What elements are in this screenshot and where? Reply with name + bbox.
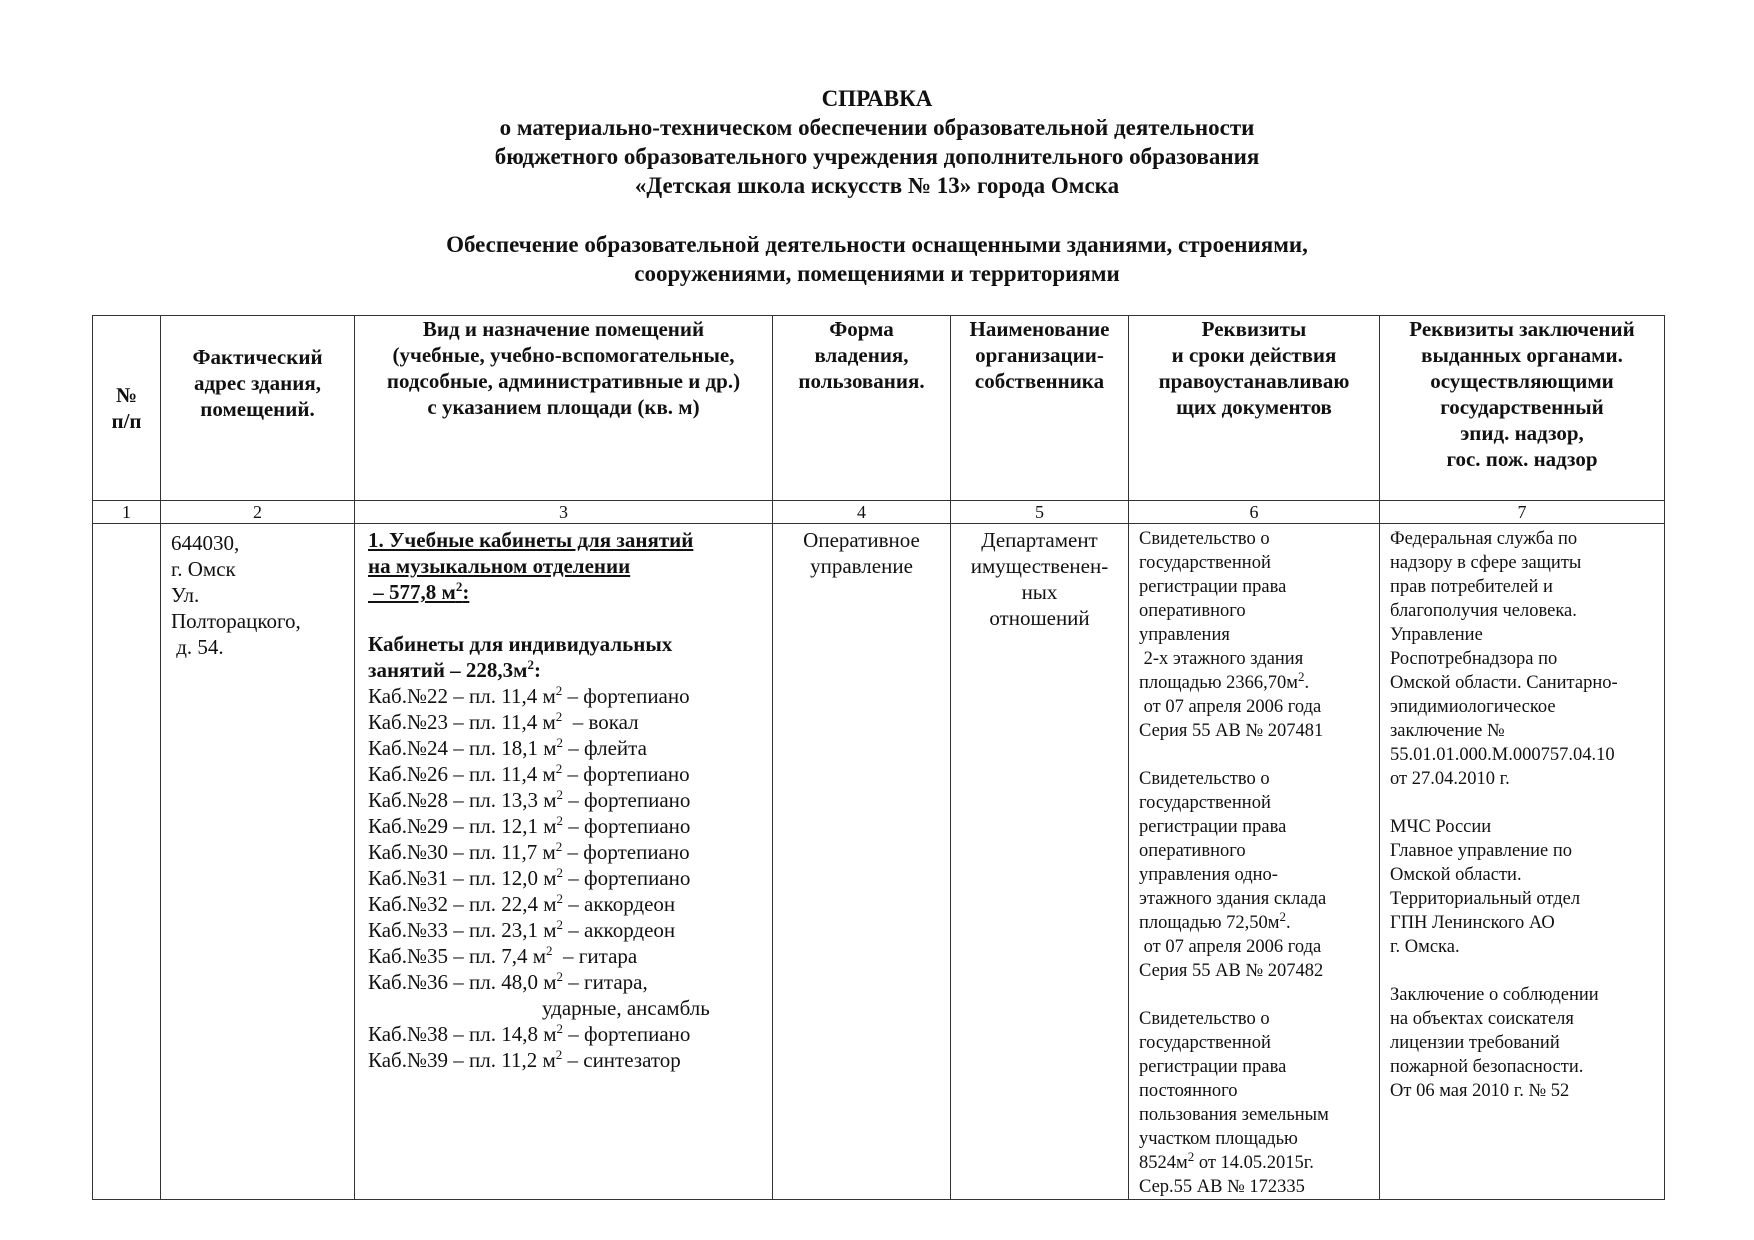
conclusion-line: г. Омска. — [1390, 937, 1460, 957]
room-item — [368, 839, 772, 865]
header-room-type — [355, 316, 773, 501]
conclusion-line: эпидимиологическое — [1390, 697, 1556, 717]
row-number-cell — [93, 524, 161, 1200]
room-purpose: – фортепиано — [562, 762, 690, 786]
header-text: Форма — [829, 317, 894, 341]
conclusion-line: МЧС России — [1390, 817, 1492, 837]
header-text: владения, — [814, 343, 909, 367]
conclusion-line: Главное управление по — [1390, 841, 1573, 861]
document-block — [1139, 767, 1379, 983]
document-line: государственной — [1139, 1033, 1271, 1053]
conclusion-block — [1390, 527, 1664, 791]
header-number — [93, 316, 161, 501]
column-number-row — [93, 501, 1665, 524]
document-line: участком площадью — [1139, 1129, 1298, 1149]
header-text: с указанием площади (кв. м) — [427, 395, 700, 419]
conclusion-line: Управление — [1390, 625, 1483, 645]
conclusion-line: надзору в сфере защиты — [1390, 553, 1582, 573]
conclusion-line: лицензии требований — [1390, 1033, 1560, 1053]
title-line: СПРАВКА — [821, 86, 933, 111]
room-purpose: – фортепиано — [562, 840, 690, 864]
room-area: Каб.№30 – пл. 11,7 м — [368, 840, 556, 864]
conclusion-line: От 06 мая 2010 г. № 52 — [1390, 1081, 1570, 1101]
header-text: эпид. надзор, — [1460, 421, 1584, 445]
header-owner — [951, 316, 1129, 501]
section-area-colon: : — [462, 580, 470, 604]
room-item — [368, 787, 772, 813]
column-number: 2 — [161, 501, 355, 524]
conclusion-line: пожарной безопасности. — [1390, 1057, 1584, 1077]
header-text: п/п — [111, 409, 142, 433]
header-text: организации- — [975, 343, 1104, 367]
conclusions-cell — [1380, 524, 1665, 1200]
superscript: 2 — [556, 891, 564, 906]
document-line: от 07 апреля 2006 года — [1139, 697, 1322, 717]
room-list — [368, 683, 772, 995]
section-line: на музыкальном отделении — [368, 554, 631, 578]
address-line: Полторацкого, — [171, 609, 301, 633]
document-line: Свидетельство о — [1139, 1009, 1270, 1029]
document-line: этажного здания склада — [1139, 889, 1327, 909]
conclusion-line: Федеральная служба по — [1390, 529, 1578, 549]
conclusion-block — [1390, 983, 1664, 1103]
conclusion-line: на объектах соискателя — [1390, 1009, 1574, 1029]
document-area-end: . — [1285, 913, 1291, 933]
document-line: государственной — [1139, 793, 1271, 813]
document-title — [0, 84, 1754, 200]
room-item — [368, 683, 772, 709]
superscript: 2 — [556, 969, 564, 984]
document-line: государственной — [1139, 553, 1271, 573]
header-address — [161, 316, 355, 501]
superscript: 2 — [555, 683, 563, 698]
room-item — [368, 865, 772, 891]
superscript: 2 — [556, 735, 564, 750]
address-line: 644030, — [171, 531, 240, 555]
document-line: оперативного — [1139, 601, 1246, 621]
title-line: «Детская школа искусств № 13» города Омска — [634, 173, 1120, 198]
document-line: Серия 55 АВ № 207481 — [1139, 721, 1324, 741]
conclusion-line: Омской области. Санитарно- — [1390, 673, 1618, 693]
conclusion-line: Роспотребнадзора по — [1390, 649, 1558, 669]
room-purpose: – гитара, — [563, 970, 648, 994]
room-purpose: – фортепиано — [563, 866, 691, 890]
header-text: адрес здания, — [194, 371, 321, 395]
address-cell — [161, 524, 355, 1200]
room-purpose: – аккордеон — [563, 892, 676, 916]
document-block — [1139, 527, 1379, 743]
header-text: щих документов — [1176, 395, 1332, 419]
column-number: 7 — [1380, 501, 1665, 524]
document-line: Свидетельство о — [1139, 769, 1270, 789]
room-area: Каб.№32 – пл. 22,4 м — [368, 892, 557, 916]
document-line: Серия 55 АВ № 207482 — [1139, 961, 1324, 981]
room-item — [368, 917, 772, 943]
room-area: Каб.№28 – пл. 13,3 м — [368, 788, 557, 812]
header-text: гос. пож. надзор — [1446, 447, 1598, 471]
room-purpose: – фортепиано — [563, 814, 691, 838]
document-line: управления — [1139, 625, 1230, 645]
document-line: от 07 апреля 2006 года — [1139, 937, 1322, 957]
room-item — [368, 761, 772, 787]
section-heading — [368, 527, 772, 605]
conclusion-line: ГПН Ленинского АО — [1390, 913, 1555, 933]
header-text: государственный — [1440, 395, 1604, 419]
conclusion-line: Территориальный отдел — [1390, 889, 1581, 909]
conclusion-block — [1390, 815, 1664, 959]
room-area: Каб.№24 – пл. 18,1 м — [368, 736, 557, 760]
superscript: 2 — [555, 709, 563, 724]
header-text: и сроки действия — [1171, 343, 1337, 367]
header-text: № — [115, 383, 138, 407]
document-line — [1139, 1148, 1379, 1175]
document-line: регистрации права — [1139, 577, 1287, 597]
superscript: 2 — [546, 943, 553, 958]
room-purpose: – фортепиано — [562, 684, 690, 708]
document-area: площадью 2366,70м — [1139, 673, 1298, 693]
title-line: о материально-техническом обеспечении образовательной деятельности — [499, 115, 1255, 140]
owner-line: имущественен- — [970, 554, 1109, 578]
column-number: 6 — [1129, 501, 1380, 524]
document-area-end: . — [1304, 673, 1310, 693]
room-area: Каб.№33 – пл. 23,1 м — [368, 918, 557, 942]
document-line — [1139, 668, 1379, 695]
owner-line: ных — [1021, 580, 1058, 604]
room-item — [368, 813, 772, 839]
individual-area: занятий – 228,3м — [368, 658, 528, 682]
header-text: Вид и назначение помещений — [422, 317, 705, 341]
room-continuation: ударные, ансамбль — [542, 996, 710, 1020]
header-text: правоустанавливаю — [1158, 369, 1350, 393]
room-item — [368, 1021, 772, 1047]
room-purpose: – флейта — [563, 736, 647, 760]
header-text: Наименование — [969, 317, 1110, 341]
documents-cell — [1129, 524, 1380, 1200]
document-line: Сер.55 АВ № 172335 — [1139, 1177, 1305, 1197]
superscript: 2 — [556, 917, 564, 932]
header-text: Фактический — [192, 345, 323, 369]
document-line: Свидетельство о — [1139, 529, 1270, 549]
room-area: Каб.№31 – пл. 12,0 м — [368, 866, 557, 890]
conclusion-line: от 27.04.2010 г. — [1390, 769, 1510, 789]
superscript: 2 — [556, 1021, 564, 1036]
header-row — [93, 316, 1665, 501]
document-line: регистрации права — [1139, 817, 1287, 837]
superscript: 2 — [556, 865, 564, 880]
header-text: Реквизиты заключений — [1409, 317, 1635, 341]
individual-line: Кабинеты для индивидуальных — [368, 632, 673, 656]
room-item — [368, 891, 772, 917]
room-area: Каб.№36 – пл. 48,0 м — [368, 970, 557, 994]
header-text: (учебные, учебно-вспомогательные, — [392, 343, 735, 367]
document-line: постоянного — [1139, 1081, 1238, 1101]
column-number: 4 — [773, 501, 951, 524]
document-line — [1139, 908, 1379, 935]
conclusion-line: 55.01.01.000.М.000757.04.10 — [1390, 745, 1615, 765]
owner-line: отношений — [989, 606, 1090, 630]
conclusion-line: благополучия человека. — [1390, 601, 1577, 621]
superscript: 2 — [1297, 668, 1305, 684]
individual-heading — [368, 631, 772, 683]
conclusion-line: заключение № — [1390, 721, 1505, 741]
conclusion-line: прав потребителей и — [1390, 577, 1553, 597]
individual-colon: : — [533, 658, 541, 682]
header-text: осуществляющими — [1430, 369, 1614, 393]
room-area: Каб.№22 – пл. 11,4 м — [368, 684, 556, 708]
room-item — [368, 735, 772, 761]
form-line: Оперативное — [803, 528, 920, 552]
room-area: Каб.№35 – пл. 7,4 м — [368, 944, 547, 968]
section-line: 1. Учебные кабинеты для занятий — [368, 528, 694, 552]
document-line: 2-х этажного здания — [1139, 649, 1304, 669]
superscript: 2 — [555, 839, 563, 854]
column-number: 1 — [93, 501, 161, 524]
superscript: 2 — [1279, 908, 1286, 924]
header-text: подсобные, административные и др.) — [386, 369, 741, 393]
superscript: 2 — [556, 813, 564, 828]
document-line: оперативного — [1139, 841, 1246, 861]
header-text: собственника — [974, 369, 1105, 393]
document-area-end: от 14.05.2015г. — [1194, 1153, 1314, 1173]
facilities-table — [92, 315, 1665, 1200]
owner-cell — [951, 524, 1129, 1200]
room-item — [368, 1047, 772, 1073]
document-line: регистрации права — [1139, 1057, 1287, 1077]
column-number: 3 — [355, 501, 773, 524]
address-line: Ул. — [171, 583, 200, 607]
table-row — [93, 524, 1665, 1200]
superscript: 2 — [555, 1047, 563, 1062]
header-conclusions — [1380, 316, 1665, 501]
room-area: Каб.№38 – пл. 14,8 м — [368, 1022, 557, 1046]
header-text: пользования. — [798, 369, 925, 393]
header-text: помещений. — [200, 397, 315, 421]
room-purpose: – фортепиано — [563, 1022, 691, 1046]
room-item — [368, 709, 772, 735]
room-purpose: – аккордеон — [563, 918, 676, 942]
superscript: 2 — [1187, 1148, 1195, 1164]
subtitle-line: Обеспечение образовательной деятельности оснащенными зданиями, строениями, — [446, 232, 1308, 257]
address-line: г. Омск — [171, 557, 236, 581]
conclusion-line: Заключение о соблюдении — [1390, 985, 1599, 1005]
room-purpose: – синтезатор — [562, 1048, 681, 1072]
form-line: управление — [810, 554, 913, 578]
section-area-value: – 577,8 м — [368, 580, 456, 604]
ownership-form-cell — [773, 524, 951, 1200]
subtitle-line: сооружениями, помещениями и территориями — [634, 261, 1120, 286]
superscript: 2 — [455, 579, 463, 594]
room-list — [368, 1021, 772, 1073]
address-line: д. 54. — [171, 635, 224, 659]
room-purpose: – гитара — [552, 944, 638, 968]
header-text: Реквизиты — [1201, 317, 1307, 341]
rooms-cell — [355, 524, 773, 1200]
superscript: 2 — [527, 657, 534, 672]
document-line: управления одно- — [1139, 865, 1278, 885]
document-line: пользования земельным — [1139, 1105, 1329, 1125]
room-item — [368, 969, 772, 995]
header-documents — [1129, 316, 1380, 501]
header-ownership-form — [773, 316, 951, 501]
header-text: выданных органами. — [1421, 343, 1623, 367]
room-purpose: – вокал — [562, 710, 639, 734]
room-purpose: – фортепиано — [563, 788, 691, 812]
individual-line — [368, 657, 772, 683]
document-block — [1139, 1007, 1379, 1199]
room-area: Каб.№23 – пл. 11,4 м — [368, 710, 556, 734]
document-subtitle — [0, 230, 1754, 288]
column-number: 5 — [951, 501, 1129, 524]
conclusion-line: Омской области. — [1390, 865, 1522, 885]
section-area — [368, 579, 772, 605]
superscript: 2 — [556, 787, 564, 802]
room-area: Каб.№29 – пл. 12,1 м — [368, 814, 557, 838]
superscript: 2 — [555, 761, 563, 776]
room-area: Каб.№39 – пл. 11,2 м — [368, 1048, 556, 1072]
room-area: Каб.№26 – пл. 11,4 м — [368, 762, 556, 786]
room-item — [368, 943, 772, 969]
owner-line: Департамент — [981, 528, 1098, 552]
document-area: площадью 72,50м — [1139, 913, 1280, 933]
title-line: бюджетного образовательного учреждения дополнительного образования — [494, 144, 1260, 169]
document-area: 8524м — [1139, 1153, 1188, 1173]
